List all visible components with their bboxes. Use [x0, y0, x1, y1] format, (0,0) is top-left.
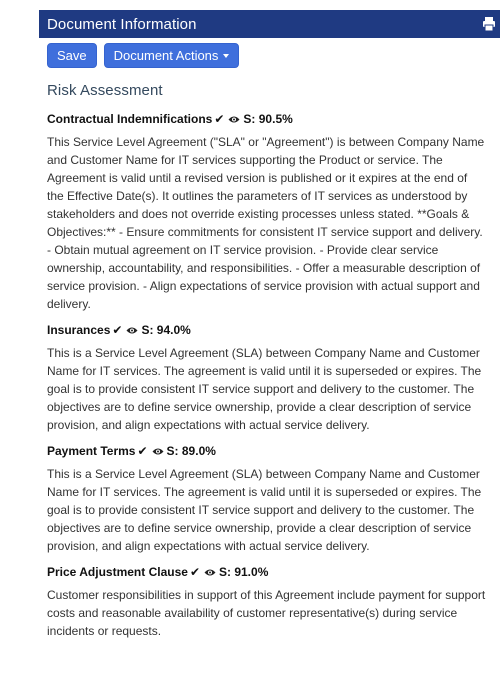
section-title: Risk Assessment — [47, 82, 163, 99]
save-button-label: Save — [57, 48, 87, 63]
caret-down-icon — [223, 54, 229, 58]
print-icon[interactable] — [482, 16, 496, 32]
check-icon: ✔ — [189, 565, 200, 579]
risk-item-body: This Service Level Agreement ("SLA" or "Agreement") is between Company Name and Customer Name for IT services supporting the Product or service. The Agreement is valid until a revised version is published or it expires at the end of the Effective Date(s). It outlines the parameters of IT services as understood by stakeholders and does not override existing processes unless stated. **Goals & Objectives:** - Ensure commitments for consistent IT service support and delivery. - Obtain mutual agreement on IT service provision. - Provide clear service ownership, accountability, and responsibilities. - Offer a measurable description of service provision. - Align expectations of service provision with actual support and delivery. — [47, 135, 485, 311]
check-icon: ✔ — [214, 112, 225, 126]
risk-item-header — [47, 565, 487, 579]
document-actions-button[interactable] — [104, 43, 240, 68]
eye-icon[interactable] — [152, 447, 164, 456]
risk-item-body: This is a Service Level Agreement (SLA) between Company Name and Customer Name for IT services. The agreement is valid until it is superseded or expires. The goal is to provide consistent IT service support and delivery to the customer. The objectives are to define service ownership, provide a clear description of service provision, and align expectations with actual service delivery. — [47, 346, 482, 432]
risk-item-title: Insurances — [47, 323, 111, 337]
toolbar — [47, 43, 239, 68]
risk-item-score: S: 91.0% — [219, 565, 269, 579]
risk-item-body: This is a Service Level Agreement (SLA) between Company Name and Customer Name for IT services. The agreement is valid until it is superseded or expires. The goal is to provide consistent IT service support and delivery to the customer. The objectives are to define service ownership, provide a clear description of service provision, and align expectations with actual service delivery. — [47, 467, 482, 553]
check-icon: ✔ — [137, 444, 148, 458]
risk-item — [47, 112, 487, 313]
document-actions-label: Document Actions — [113, 48, 219, 63]
risk-assessment-content — [47, 82, 487, 650]
eye-icon[interactable] — [204, 568, 216, 577]
risk-item-title: Payment Terms — [47, 444, 136, 458]
document-info-header — [39, 10, 500, 38]
risk-item-title: Contractual Indemnifications — [47, 112, 213, 126]
save-button[interactable] — [47, 43, 97, 68]
risk-item — [47, 323, 487, 434]
eye-icon[interactable] — [126, 326, 138, 335]
risk-item-header — [47, 323, 487, 337]
risk-item — [47, 444, 487, 555]
risk-item-score: S: 89.0% — [166, 444, 216, 458]
risk-item-header — [47, 112, 487, 126]
risk-item-body: Customer responsibilities in support of this Agreement include payment for support costs and reasonable availability of customer representative(s) during service incidents or requests. — [47, 588, 486, 638]
risk-item-score: S: 94.0% — [141, 323, 191, 337]
eye-icon[interactable] — [228, 115, 240, 124]
check-icon: ✔ — [112, 323, 123, 337]
risk-item-title: Price Adjustment Clause — [47, 565, 188, 579]
risk-item-header — [47, 444, 487, 458]
risk-item — [47, 565, 487, 640]
header-title: Document Information — [47, 15, 197, 33]
risk-item-score: S: 90.5% — [243, 112, 293, 126]
